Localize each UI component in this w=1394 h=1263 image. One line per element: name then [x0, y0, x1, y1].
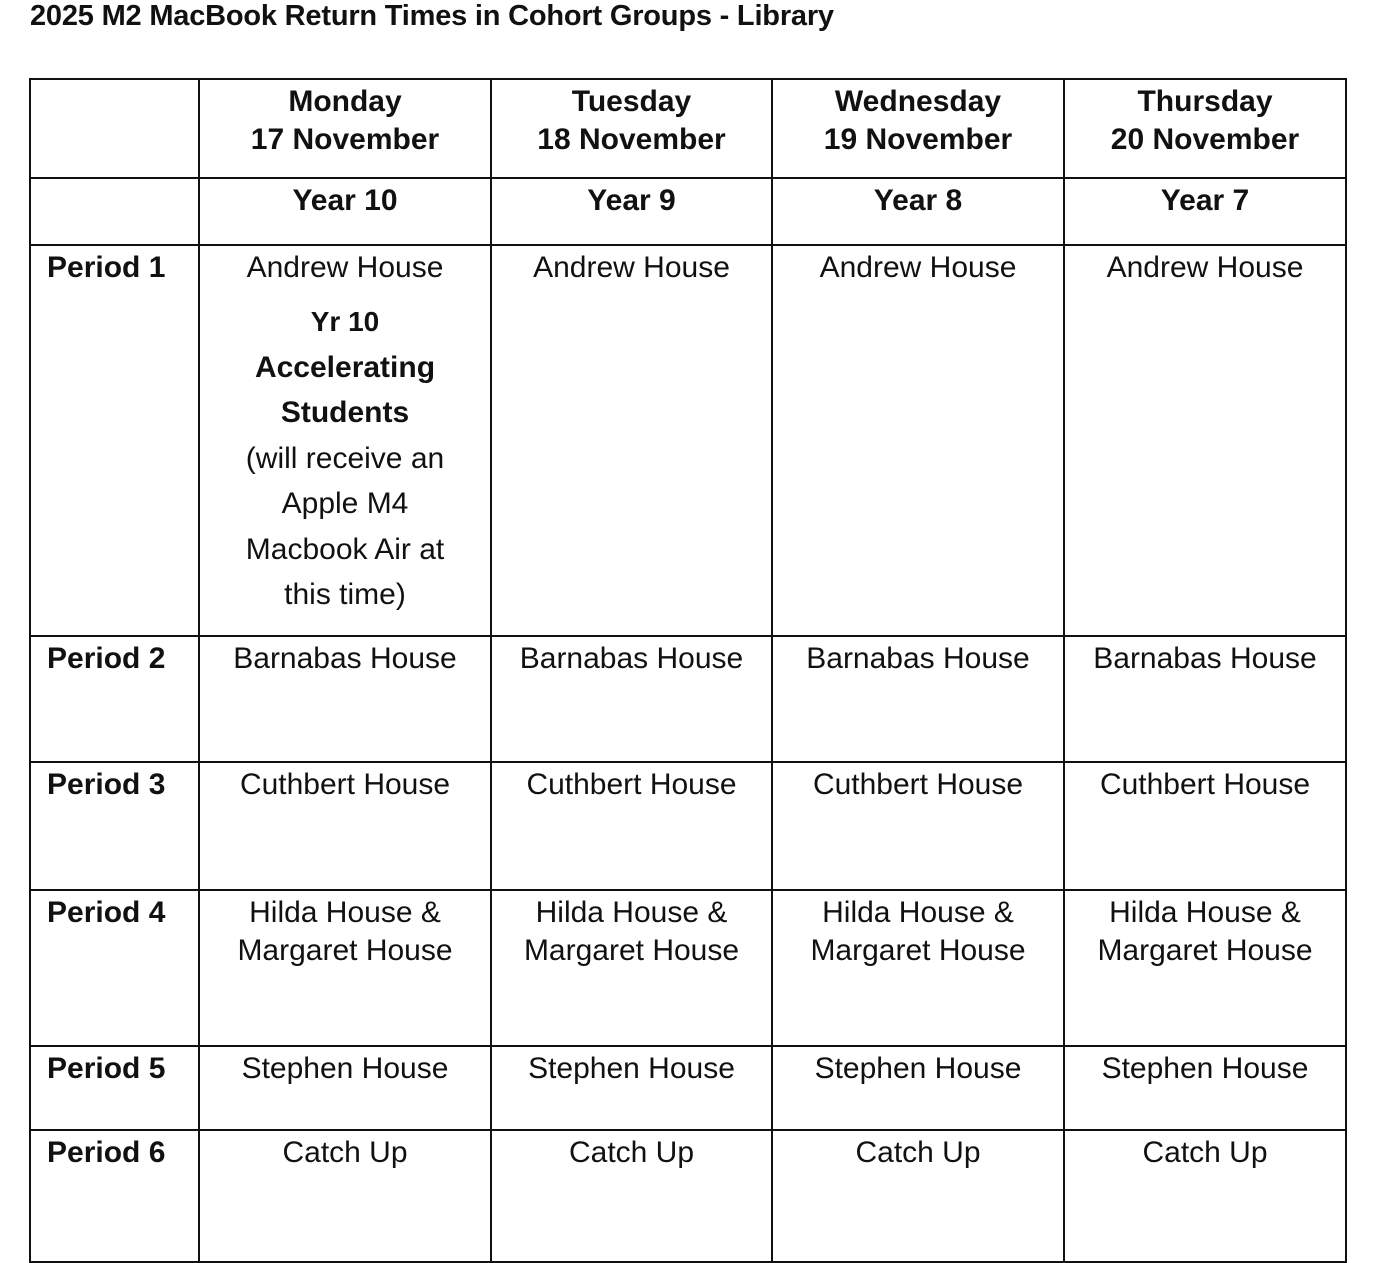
slot-text: Andrew House: [1106, 251, 1304, 284]
corner-cell: [30, 79, 199, 178]
slot-text: Barnabas House: [233, 642, 457, 675]
slot-text: Catch Up: [282, 1136, 408, 1169]
corner-cell: [30, 178, 199, 245]
year-header: Year 8: [772, 178, 1064, 245]
slot-cell: [491, 890, 772, 1046]
slot-text: Stephen House: [528, 1052, 735, 1085]
period-row-4: [30, 890, 1346, 1046]
period-label: Period 2: [30, 636, 199, 762]
slot-text: Stephen House: [1101, 1052, 1309, 1085]
period-label: Period 6: [30, 1130, 199, 1262]
slot-text: Hilda House &: [535, 896, 728, 929]
slot-text: Margaret House: [1097, 934, 1313, 967]
slot-cell: [491, 762, 772, 890]
period-label: Period 4: [30, 890, 199, 1046]
period-label: Period 3: [30, 762, 199, 890]
slot-text: Barnabas House: [1093, 642, 1317, 675]
slot-cell: [199, 890, 491, 1046]
slot-cell: [199, 762, 491, 890]
day-header-wednesday: [772, 79, 1064, 178]
slot-text: Andrew House: [819, 251, 1017, 284]
schedule-table: [29, 78, 1347, 1263]
slot-cell: [772, 1046, 1064, 1130]
slot-cell: [199, 245, 491, 636]
slot-text: Barnabas House: [806, 642, 1030, 675]
note-line: this time): [284, 578, 406, 611]
slot-text: Margaret House: [810, 934, 1026, 967]
slot-cell: [772, 245, 1064, 636]
slot-cell: [772, 890, 1064, 1046]
slot-text: Catch Up: [1142, 1136, 1268, 1169]
period-label: Period 5: [30, 1046, 199, 1130]
day-header-tuesday: [491, 79, 772, 178]
day-name: Monday: [288, 85, 402, 118]
slot-text: Cuthbert House: [1099, 768, 1311, 801]
day-date: 17 November: [250, 123, 440, 156]
slot-text: Cuthbert House: [812, 768, 1024, 801]
slot-text: Margaret House: [237, 934, 453, 967]
day-date: 20 November: [1110, 123, 1300, 156]
period-label: Period 1: [30, 245, 199, 636]
note-bold-line: Yr 10: [310, 306, 380, 337]
slot-cell: [1064, 890, 1346, 1046]
period-row-3: [30, 762, 1346, 890]
slot-cell: [199, 1130, 491, 1262]
slot-cell: [199, 1046, 491, 1130]
note-bold-line: Students: [280, 396, 410, 429]
slot-text: Stephen House: [241, 1052, 449, 1085]
day-header-thursday: [1064, 79, 1346, 178]
slot-cell: [772, 1130, 1064, 1262]
slot-text: Hilda House &: [822, 896, 1014, 929]
day-name: Wednesday: [834, 85, 1002, 118]
slot-cell: [772, 762, 1064, 890]
day-name: Thursday: [1137, 85, 1273, 118]
note-line: Apple M4: [281, 487, 409, 520]
slot-text: Hilda House &: [249, 896, 441, 929]
year-header: Year 10: [199, 178, 491, 245]
year-header-row: [30, 178, 1346, 245]
slot-cell: [199, 636, 491, 762]
period-row-5: [30, 1046, 1346, 1130]
slot-cell: [1064, 245, 1346, 636]
note-line: Macbook Air at: [245, 532, 445, 566]
slot-cell: [1064, 1046, 1346, 1130]
accelerating-note: [200, 299, 490, 618]
period-row-6: [30, 1130, 1346, 1262]
slot-text: Cuthbert House: [239, 768, 451, 801]
slot-cell: [772, 636, 1064, 762]
slot-text: Catch Up: [855, 1136, 981, 1169]
day-date: 18 November: [537, 123, 726, 156]
slot-text: Andrew House: [246, 251, 444, 284]
year-header: Year 7: [1064, 178, 1346, 245]
year-header: Year 9: [491, 178, 772, 245]
slot-cell: [491, 1130, 772, 1262]
day-date: 19 November: [823, 123, 1013, 156]
page-title: 2025 M2 MacBook Return Times in Cohort Groups - Library: [30, 0, 834, 32]
day-header-row: [30, 79, 1346, 178]
note-bold-line: Accelerating: [254, 350, 436, 384]
slot-text: Margaret House: [523, 934, 740, 967]
slot-cell: [1064, 1130, 1346, 1262]
slot-cell: [491, 245, 772, 636]
slot-cell: [491, 1046, 772, 1130]
slot-text: Hilda House &: [1109, 896, 1301, 929]
slot-text: Andrew House: [533, 251, 730, 284]
slot-text: Catch Up: [568, 1136, 695, 1169]
slot-text: Barnabas House: [519, 642, 744, 675]
period-row-2: [30, 636, 1346, 762]
slot-text: Cuthbert House: [526, 768, 737, 801]
slot-cell: [1064, 762, 1346, 890]
note-line: (will receive an: [245, 441, 445, 475]
day-name: Tuesday: [571, 85, 692, 118]
period-row-1: [30, 245, 1346, 636]
day-header-monday: [199, 79, 491, 178]
slot-cell: [491, 636, 772, 762]
slot-text: Stephen House: [814, 1052, 1022, 1085]
slot-cell: [1064, 636, 1346, 762]
